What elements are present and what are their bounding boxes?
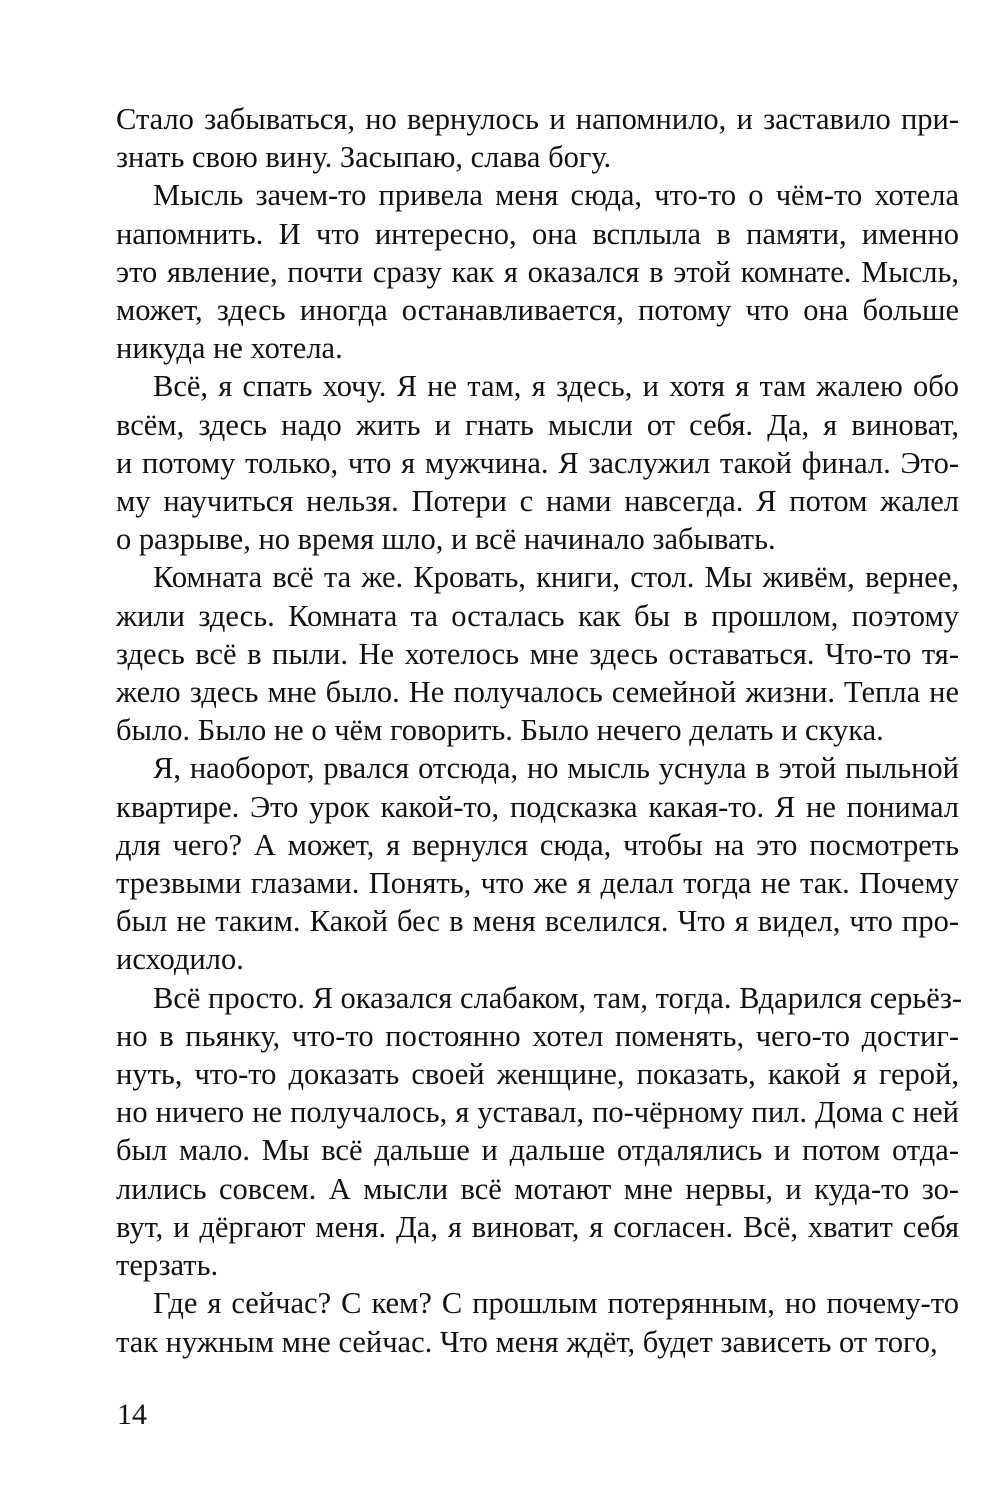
paragraph — [116, 979, 963, 1285]
text-line: Я, наоборот, рвался отсюда, но мысль уснула в этой пыльной — [153, 751, 959, 786]
text-line: Мысль зачем-то привела меня сюда, что-то о чём-то хотела — [153, 178, 959, 213]
text-line: это явление, почти сразу как я оказался в этой комнате. Мысль, — [116, 254, 959, 289]
text-line: лились совсем. А мысли всё мотают мне нервы, и куда-то зо- — [116, 1171, 959, 1206]
text-line: жело здесь мне было. Не получалось семейной жизни. Тепла не — [116, 675, 959, 710]
paragraph — [116, 100, 959, 176]
text-line: трезвыми глазами. Понять, что же я делал тогда не так. Почему — [116, 866, 959, 901]
text-line: но ничего не получалось, я уставал, по-чёрному пил. Дома с ней — [116, 1095, 959, 1130]
text-line: знать свою вину. Засыпаю, слава богу. — [116, 140, 612, 175]
paragraph — [116, 749, 959, 978]
paragraph — [116, 1284, 959, 1360]
text-line: никуда не хотела. — [116, 331, 343, 366]
paragraph — [116, 176, 959, 367]
text-line: му научиться нельзя. Потери с нами навсегда. Я потом жалел — [116, 484, 959, 519]
body-text — [116, 100, 963, 1361]
text-line: так нужным мне сейчас. Что меня ждёт, будет зависеть от того, — [116, 1324, 938, 1359]
text-line: квартире. Это урок какой-то, подсказка какая-то. Я не понимал — [116, 789, 959, 824]
text-line: напомнить. И что интересно, она всплыла в памяти, именно — [116, 216, 959, 251]
text-line: жили здесь. Комната та осталась как бы в прошлом, поэтому — [116, 598, 959, 633]
text-line: для чего? А может, я вернулся сюда, чтобы на это посмотреть — [116, 827, 959, 862]
text-line: о разрыве, но время шло, и всё начинало забывать. — [116, 522, 776, 557]
text-line: Где я сейчас? С кем? С прошлым потерянным, но почему-то — [153, 1286, 959, 1321]
text-line: терзать. — [116, 1248, 219, 1283]
text-line: всём, здесь надо жить и гнать мысли от себя. Да, я виноват, — [116, 407, 959, 442]
text-line: здесь всё в пыли. Не хотелось мне здесь оставаться. Что-то тя- — [116, 636, 959, 671]
text-line: был мало. Мы всё дальше и дальше отдалялись и потом отда- — [116, 1133, 959, 1168]
text-line: Всё просто. Я оказался слабаком, там, тогда. Вдарился серьёз- — [153, 980, 963, 1015]
text-line: но в пьянку, что-то постоянно хотел поменять, чего-то достиг- — [116, 1018, 959, 1053]
text-line: может, здесь иногда останавливается, потому что она больше — [116, 293, 959, 328]
paragraph — [116, 367, 959, 558]
text-line: нуть, что-то доказать своей женщине, показать, какой я герой, — [116, 1057, 959, 1092]
text-line: Комната всё та же. Кровать, книги, стол. Мы живём, вернее, — [153, 560, 959, 595]
page-number: 14 — [117, 1398, 147, 1431]
text-line: Всё, я спать хочу. Я не там, я здесь, и хотя я там жалею обо — [153, 369, 959, 404]
paragraph — [116, 558, 959, 749]
text-line: Стало забываться, но вернулось и напомнило, и заставило при- — [116, 102, 959, 136]
text-line: вут, и дёргают меня. Да, я виноват, я согласен. Всё, хватит себя — [116, 1209, 959, 1244]
text-line: и потому только, что я мужчина. Я заслужил такой финал. Это- — [116, 445, 959, 480]
text-line: был не таким. Какой бес в меня вселился. Что я видел, что про- — [116, 904, 959, 939]
text-line: исходило. — [116, 942, 244, 977]
text-line: было. Было не о чём говорить. Было нечего делать и скука. — [116, 713, 884, 748]
